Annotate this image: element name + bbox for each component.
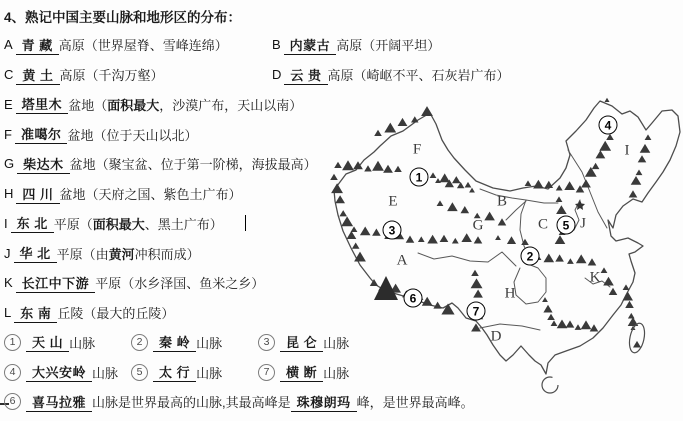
mountain-item (4, 332, 131, 352)
circled-number: 3 (258, 334, 275, 351)
terrain-item (4, 273, 264, 293)
map-mountain-number-1: 1 (410, 168, 429, 187)
answer-blank[interactable]: 大兴安岭 (26, 362, 92, 382)
item-letter: E (4, 96, 13, 112)
item-letter: F (4, 126, 12, 142)
map-mountain-number-2: 2 (521, 247, 540, 266)
item-text: 盆地（聚宝盆、位于第一阶梯，海拔最高） (69, 157, 317, 173)
item-text: 平原（ (53, 216, 93, 232)
item-letter: J (4, 245, 11, 261)
item-text: 丘陵（最大的丘陵） (57, 306, 175, 322)
item-letter: B (272, 37, 281, 53)
item-text: 山脉 (323, 365, 350, 381)
terrain-row (4, 30, 680, 60)
terrain-item (272, 35, 440, 55)
item-text: 山脉 (69, 335, 96, 351)
item-text: 冲积而成） (134, 246, 200, 262)
item-text: 高原（世界屋脊、雪峰连绵） (58, 38, 228, 54)
answer-blank[interactable]: 横 断 (280, 362, 323, 382)
circled-number: 6 (4, 393, 21, 410)
answer-blank[interactable]: 天 山 (26, 332, 69, 352)
terrain-item (4, 35, 272, 55)
answer-blank[interactable]: 塔里木 (16, 94, 69, 114)
map-region-letter-A: A (396, 252, 408, 269)
answer-blank[interactable]: 柴达木 (17, 154, 70, 174)
answer-blank[interactable]: 东 北 (11, 213, 54, 233)
item-text: 平原（由 (56, 246, 109, 262)
item-letter: L (4, 305, 12, 321)
map-region-letter-F: F (412, 141, 422, 158)
answer-blank[interactable]: 长江中下游 (16, 273, 96, 293)
answer-blank[interactable]: 黄 土 (16, 65, 59, 85)
answer-blank[interactable]: 云 贵 (284, 65, 327, 85)
item-text: 面积最大 (92, 216, 145, 232)
item-letter: A (4, 37, 13, 53)
circled-number: 5 (131, 364, 148, 381)
map-region-letter-K: K (589, 269, 601, 286)
answer-blank[interactable]: 东 南 (14, 303, 57, 323)
item-text: 山脉是世界最高的山脉,其最高峰是 (92, 395, 291, 411)
map-region-letter-C: C (537, 216, 549, 233)
mountain-item (131, 362, 258, 382)
map-region-letter-D: D (490, 328, 502, 345)
map-region-letter-J: J (580, 215, 586, 232)
item-letter: D (272, 67, 282, 83)
item-text: 黄河 (108, 246, 135, 262)
map-region-letter-I: I (624, 142, 630, 159)
answer-blank[interactable]: 秦 岭 (153, 332, 196, 352)
terrain-item (4, 303, 174, 323)
terrain-item (272, 65, 510, 85)
item-text: 高原（崎岖不平、石灰岩广布） (327, 68, 510, 84)
map-region-letter-B: B (496, 193, 508, 210)
answer-blank[interactable]: 青 藏 (16, 35, 59, 55)
terrain-item (4, 94, 302, 114)
map-mountain-number-3: 3 (383, 221, 402, 240)
item-text: 峰，是世界最高峰。 (356, 395, 474, 411)
item-letter: H (4, 186, 14, 202)
item-letter: G (4, 156, 15, 172)
item-text: 面积最大 (107, 97, 160, 113)
map-region-letter-G: G (472, 217, 484, 234)
item-letter: I (4, 215, 8, 231)
circled-number: 7 (258, 364, 275, 381)
map-region-letter-H: H (504, 285, 516, 302)
map-mountain-number-7: 7 (467, 302, 486, 321)
circled-number: 2 (131, 334, 148, 351)
item-text: 山脉 (196, 335, 223, 351)
circled-number: 1 (4, 334, 21, 351)
item-text: 平原（水乡泽国、鱼米之乡） (95, 276, 265, 292)
answer-blank[interactable]: 四 川 (16, 184, 59, 204)
map-mountain-number-4: 4 (599, 116, 618, 135)
answer-blank[interactable]: 准噶尔 (15, 124, 68, 144)
terrain-item (4, 65, 272, 85)
mountain-item (4, 362, 131, 382)
map-labels (330, 90, 683, 416)
china-map (330, 90, 683, 416)
item-text: 山脉 (323, 335, 350, 351)
terrain-item (4, 124, 197, 144)
page-title: 4、熟记中国主要山脉和地形区的分布： (4, 10, 242, 25)
item-text: 盆地（位于天山以北） (67, 127, 198, 143)
map-region-letter-E: E (388, 193, 398, 210)
terrain-row (4, 60, 680, 90)
item-text: 高原（开阔平坦） (336, 38, 441, 54)
terrain-item (4, 154, 317, 174)
answer-blank[interactable]: 内蒙古 (284, 35, 337, 55)
answer-blank[interactable]: 昆 仑 (280, 332, 323, 352)
answer-blank[interactable]: 太 行 (153, 362, 196, 382)
terrain-item (4, 184, 242, 204)
margin-dash (0, 403, 9, 405)
answer-blank[interactable]: 华 北 (14, 243, 57, 263)
item-text: 盆地（天府之国、紫色土广布） (59, 187, 242, 203)
answer-blank[interactable]: 喜马拉雅 (26, 392, 92, 412)
item-text: ，沙漠广布，天山以南） (159, 97, 303, 113)
item-text: 、黑土广布） (144, 216, 223, 232)
map-mountain-number-6: 6 (404, 289, 423, 308)
circled-number: 4 (4, 364, 21, 381)
item-text: 盆地（ (68, 97, 108, 113)
mountain-item (131, 332, 258, 352)
item-letter: K (4, 275, 13, 291)
answer-blank[interactable]: 珠穆朗玛 (291, 392, 357, 412)
item-text: 山脉 (92, 365, 119, 381)
text-cursor[interactable] (245, 215, 247, 231)
map-mountain-number-5: 5 (557, 216, 576, 235)
item-text: 山脉 (196, 365, 223, 381)
terrain-item (4, 243, 200, 263)
item-text: 高原（千沟万壑） (59, 68, 164, 84)
item-letter: C (4, 67, 14, 83)
terrain-item (4, 213, 246, 233)
